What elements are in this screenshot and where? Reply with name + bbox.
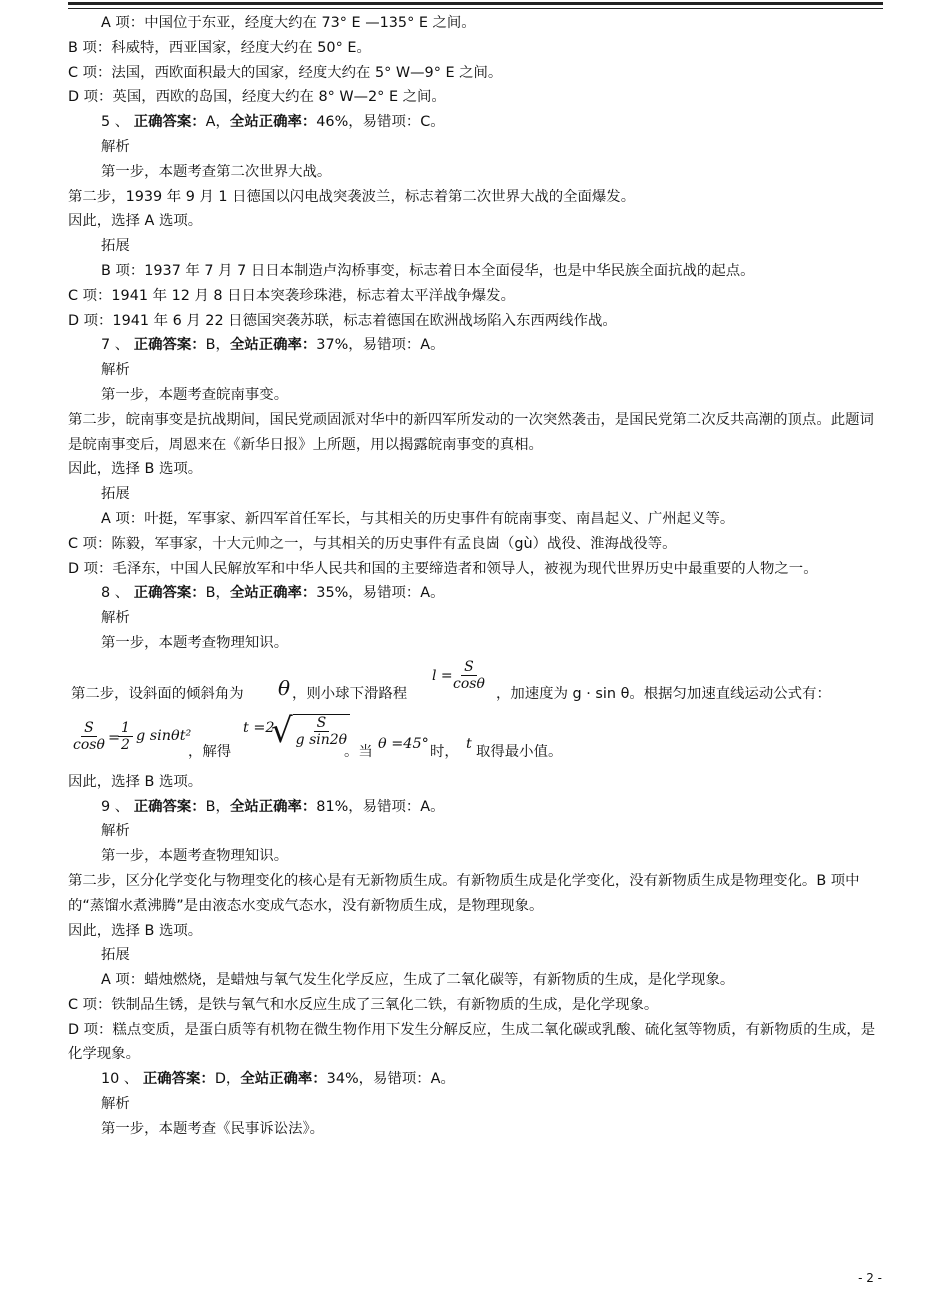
min-text: 取得最小值。 [476,743,563,760]
option-c-line: C 项：法国，西欧面积最大的国家，经度大约在 5° W—9° E 之间。 [68,64,503,81]
q9-header: 9 、 正确答案：B，全站正确率：81%，易错项：A。 [101,798,445,815]
q8-analysis-label: 解析 [101,610,130,627]
q7-option-c: C 项：陈毅，军事家，十大元帅之一，与其相关的历史事件有孟良崮（gù）战役、淮海战役等。 [68,535,677,552]
q5-analysis-label: 解析 [101,138,130,155]
q7-extend-label: 拓展 [101,486,130,503]
q9-option-c: C 项：铁制品生锈，是铁与氧气和水反应生成了三氧化二铁，有新物质的生成，是化学现象。 [68,996,659,1013]
half-fraction [118,720,133,753]
q8-step2-text-a: 第二步，设斜面的倾斜角为 [71,685,244,702]
sqrt-den: g sin2θ [295,731,348,748]
t-symbol: t [466,735,472,752]
when2-text: 时， [430,743,459,760]
when-text: 。当 [344,743,373,760]
q7-conclusion: 因此，选择 B 选项。 [68,461,203,478]
half-num: 1 [118,720,133,737]
q5-option-c: C 项：1941 年 12 月 8 日日本突袭珍珠港，标志着太平洋战争爆发。 [68,287,515,304]
q9-option-a: A 项：蜡烛燃烧，是蜡烛与氧气发生化学反应，生成了二氧化碳等，有新物质的生成，是化学现象。 [101,972,735,989]
q9-conclusion: 因此，选择 B 选项。 [68,922,203,939]
l-fraction [450,659,488,692]
q10-analysis-label: 解析 [101,1096,130,1113]
q8-step1: 第一步，本题考查物理知识。 [101,634,289,651]
sqrt-expression [271,710,350,751]
q8-header: 8 、 正确答案：B，全站正确率：35%，易错项：A。 [101,585,445,602]
l-fraction-den: cosθ [453,675,485,692]
q5-step1: 第一步，本题考查第二次世界大战。 [101,163,332,180]
q7-header: 7 、 正确答案：B，全站正确率：37%，易错项：A。 [101,337,445,354]
q5-option-b: B 项：1937 年 7 月 7 日日本制造卢沟桥事变，标志着日本全面侵华，也是中华民族全面抗战的起点。 [101,262,755,279]
l-equals: l = [432,667,453,684]
q10-header: 10 、 正确答案：D，全站正确率：34%，易错项：A。 [101,1071,455,1088]
q9-extend-label: 拓展 [101,947,130,964]
document-body [68,11,883,1142]
half-den: 2 [121,736,130,753]
l-fraction-num: S [461,659,477,676]
q8-step2-text-c: ，加速度为 g · sin θ。根据匀加速直线运动公式有： [496,685,831,702]
f1-fraction [70,720,108,753]
q7-step2: 第二步，皖南事变是抗战期间，国民党顽固派对华中的新四军所发动的一次突然袭击，是国民党第二次反共高潮的顶点。此题词是皖南事变后，周恩来在《新华日报》上所题，用以揭露皖南事变的真相。 [68,411,874,453]
f1-den: cosθ [73,736,105,753]
page-number: - 2 - [858,1271,882,1285]
q5-option-d: D 项：1941 年 6 月 22 日德国突袭苏联，标志着德国在欧洲战场陷入东西两线作战。 [68,312,617,329]
header-rule-thin [68,8,883,9]
f1-tail: g sinθt² [136,727,192,744]
sqrt-num: S [314,715,330,732]
f1-equals: = [108,729,121,746]
q7-step1: 第一步，本题考查皖南事变。 [101,386,289,403]
theta-45: θ =45° [378,735,429,752]
theta-symbol: θ [278,675,291,700]
q7-option-d: D 项：毛泽东，中国人民解放军和中华人民共和国的主要缔造者和领导人，被视为现代世界历史中最重要的人物之一。 [68,560,818,577]
q9-step2: 第二步，区分化学变化与物理变化的核心是有无新物质生成。有新物质生成是化学变化，没有新物质生成是物理变化。B 项中的“蒸馏水煮沸腾”是由液态水变成气态水，没有新物质生成，是物理现象。 [68,872,860,914]
q7-analysis-label: 解析 [101,362,130,379]
t-equals: t =2 [243,719,275,736]
sqrt-fraction [293,715,350,748]
q5-conclusion: 因此，选择 A 选项。 [68,213,203,230]
q5-header: 5 、 正确答案：A，全站正确率：46%，易错项：C。 [101,114,445,131]
f1-num: S [81,720,97,737]
radical-sign: √ [271,710,293,751]
q8-conclusion: 因此，选择 B 选项。 [68,773,203,790]
q5-step2: 第二步，1939 年 9 月 1 日德国以闪电战突袭波兰，标志着第二次世界大战的全面爆发。 [68,188,636,205]
q7-option-a: A 项：叶挺，军事家、新四军首任军长，与其相关的历史事件有皖南事变、南昌起义、广州起义等。 [101,510,735,527]
option-d-line: D 项：英国，西欧的岛国，经度大约在 8° W—2° E 之间。 [68,89,446,106]
q9-step1: 第一步，本题考查物理知识。 [101,848,289,865]
solve-text: ，解得 [188,743,232,760]
q8-formula-line-2 [68,710,883,770]
header-rule-thick [68,2,883,5]
option-b-line: B 项：科威特，西亚国家，经度大约在 50° E。 [68,39,371,56]
q8-step2-text-b: ，则小球下滑路程 [292,685,408,702]
q8-step2-formula-line [68,656,883,710]
q10-step1: 第一步，本题考查《民事诉讼法》。 [101,1120,325,1137]
q9-analysis-label: 解析 [101,823,130,840]
q5-extend-label: 拓展 [101,238,130,255]
option-a-line: A 项：中国位于东亚，经度大约在 73° E —135° E 之间。 [101,15,476,31]
q9-option-d: D 项：糕点变质，是蛋白质等有机物在微生物作用下发生分解反应，生成二氧化碳或乳酸、硫化氢等物质，有新物质的生成，是化学现象。 [68,1021,876,1063]
